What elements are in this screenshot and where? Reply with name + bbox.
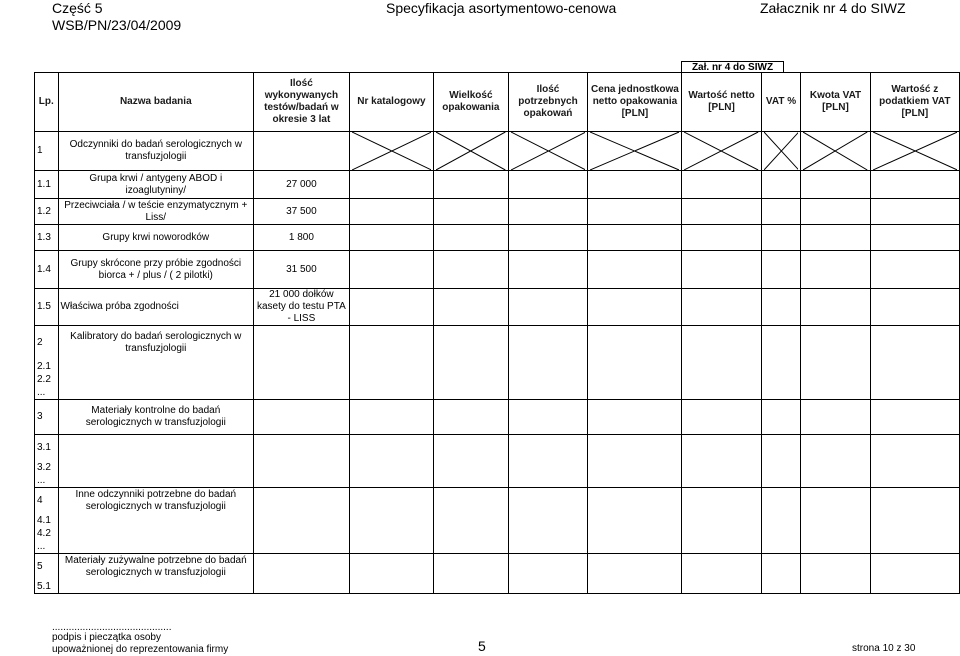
cell-empty: [801, 541, 870, 554]
cell-empty: [870, 326, 959, 361]
cell-empty: [434, 515, 508, 528]
cell-empty: [588, 374, 682, 387]
cell-empty: [349, 435, 434, 462]
row-name: Odczynniki do badań serologicznych w transfuzjologii: [58, 132, 254, 171]
table-row: [35, 475, 960, 488]
cell-empty: [801, 528, 870, 541]
cell-empty: [588, 528, 682, 541]
cell-empty: [761, 435, 801, 462]
cell-empty: [588, 326, 682, 361]
col-net-value-header: Wartość netto [PLN]: [682, 73, 761, 132]
cell-empty: [434, 462, 508, 475]
cell-empty: [761, 475, 801, 488]
row-lp: ...: [35, 475, 59, 488]
cross-out-mark: [801, 132, 870, 171]
row-qty: [254, 581, 350, 594]
table-row: [35, 326, 960, 361]
cell-empty: [508, 488, 588, 515]
cell-empty: [761, 289, 801, 326]
cell-empty: [870, 488, 959, 515]
cell-empty: [349, 326, 434, 361]
row-name: Materiały kontrolne do badań serologicznych w transfuzjologii: [58, 400, 254, 435]
cell-empty: [588, 435, 682, 462]
cell-empty: [761, 541, 801, 554]
cell-empty: [801, 387, 870, 400]
cell-empty: [349, 515, 434, 528]
cell-empty: [588, 475, 682, 488]
table-row: [35, 541, 960, 554]
cell-empty: [588, 225, 682, 251]
cell-empty: [508, 199, 588, 225]
cell-empty: [870, 541, 959, 554]
cell-empty: [349, 488, 434, 515]
table-row: [35, 462, 960, 475]
cell-empty: [870, 581, 959, 594]
cell-empty: [682, 554, 761, 581]
row-lp: 1.1: [35, 171, 59, 199]
cross-out-mark: [588, 132, 682, 171]
table-row: [35, 374, 960, 387]
cell-empty: [434, 528, 508, 541]
cell-empty: [588, 199, 682, 225]
cell-empty: [870, 475, 959, 488]
col-unit-price-header: Cena jednostkowa netto opakowania [PLN]: [588, 73, 682, 132]
cell-empty: [508, 581, 588, 594]
row-qty: [254, 475, 350, 488]
cell-empty: [349, 289, 434, 326]
cell-empty: [870, 199, 959, 225]
row-lp: 2.2: [35, 374, 59, 387]
cell-empty: [801, 488, 870, 515]
row-lp: 2.1: [35, 361, 59, 374]
cell-empty: [761, 462, 801, 475]
cell-empty: [870, 515, 959, 528]
row-name: [58, 475, 254, 488]
row-name: Kalibratory do badań serologicznych w transfuzjologii: [58, 326, 254, 361]
row-qty: [254, 400, 350, 435]
row-qty: [254, 541, 350, 554]
cell-empty: [349, 171, 434, 199]
cell-empty: [801, 361, 870, 374]
row-lp: 3.1: [35, 435, 59, 462]
table-row: [35, 199, 960, 225]
cell-empty: [801, 475, 870, 488]
cell-empty: [682, 581, 761, 594]
row-qty: [254, 528, 350, 541]
cell-empty: [349, 374, 434, 387]
cell-empty: [349, 475, 434, 488]
signature-label-line1: podpis i pieczątka osoby: [52, 632, 161, 643]
cross-out-mark: [349, 132, 434, 171]
cell-empty: [761, 225, 801, 251]
cell-empty: [682, 199, 761, 225]
row-lp: 5.1: [35, 581, 59, 594]
cell-empty: [870, 554, 959, 581]
cell-empty: [349, 528, 434, 541]
cell-empty: [761, 374, 801, 387]
cell-empty: [508, 400, 588, 435]
cell-empty: [349, 400, 434, 435]
table-body: [35, 132, 960, 594]
table-row: [35, 528, 960, 541]
cell-empty: [434, 400, 508, 435]
specification-table: [34, 72, 960, 594]
cell-empty: [508, 374, 588, 387]
cell-empty: [349, 387, 434, 400]
cell-empty: [588, 488, 682, 515]
cell-empty: [434, 326, 508, 361]
cell-empty: [870, 462, 959, 475]
row-lp: 4: [35, 488, 59, 515]
row-qty: 37 500: [254, 199, 350, 225]
cell-empty: [588, 289, 682, 326]
row-name: Właściwa próba zgodności: [58, 289, 254, 326]
row-qty: [254, 554, 350, 581]
cell-empty: [801, 435, 870, 462]
table-row: [35, 289, 960, 326]
col-lp-header: Lp.: [35, 73, 59, 132]
row-qty: 21 000 dołków kasety do testu PTA - LISS: [254, 289, 350, 326]
cell-empty: [508, 435, 588, 462]
cell-empty: [801, 462, 870, 475]
row-name: Inne odczynniki potrzebne do badań serologicznych w transfuzjologii: [58, 488, 254, 515]
cell-empty: [434, 374, 508, 387]
row-lp: 1.5: [35, 289, 59, 326]
cell-empty: [761, 515, 801, 528]
document-part-label: [52, 0, 181, 34]
row-lp: 4.1: [35, 515, 59, 528]
col-packs-header: Ilość potrzebnych opakowań: [508, 73, 588, 132]
cell-empty: [588, 387, 682, 400]
col-qty-header: Ilość wykonywanych testów/badań w okresie 3 lat: [254, 73, 350, 132]
cell-empty: [434, 225, 508, 251]
row-name: Grupa krwi / antygeny ABOD i izoaglutyniny/: [58, 171, 254, 199]
cell-empty: [434, 581, 508, 594]
row-qty: [254, 374, 350, 387]
row-lp: 3.2: [35, 462, 59, 475]
cell-empty: [349, 361, 434, 374]
col-gross-value-header: Wartość z podatkiem VAT [PLN]: [870, 73, 959, 132]
cell-empty: [801, 251, 870, 289]
row-name: [58, 462, 254, 475]
row-lp: ...: [35, 541, 59, 554]
cell-empty: [434, 199, 508, 225]
table-row: [35, 554, 960, 581]
row-name: [58, 581, 254, 594]
cross-out-mark: [434, 132, 508, 171]
row-name: [58, 435, 254, 462]
cell-empty: [682, 400, 761, 435]
cell-empty: [801, 400, 870, 435]
cell-empty: [761, 171, 801, 199]
cell-empty: [434, 554, 508, 581]
row-name: Grupy krwi noworodków: [58, 225, 254, 251]
cell-empty: [349, 225, 434, 251]
cell-empty: [870, 387, 959, 400]
cell-empty: [588, 171, 682, 199]
cell-empty: [349, 554, 434, 581]
row-name: [58, 528, 254, 541]
row-qty: [254, 132, 350, 171]
cell-empty: [508, 515, 588, 528]
cell-empty: [761, 528, 801, 541]
cell-empty: [682, 225, 761, 251]
row-name: [58, 387, 254, 400]
cell-empty: [870, 251, 959, 289]
row-lp: 3: [35, 400, 59, 435]
cell-empty: [682, 289, 761, 326]
cell-empty: [801, 225, 870, 251]
cell-empty: [508, 387, 588, 400]
cell-empty: [349, 199, 434, 225]
cell-empty: [761, 488, 801, 515]
cell-empty: [761, 387, 801, 400]
row-lp: 4.2: [35, 528, 59, 541]
attachment-label: Załacznik nr 4 do SIWZ: [760, 0, 906, 16]
cell-empty: [588, 400, 682, 435]
cell-empty: [588, 541, 682, 554]
cell-empty: [682, 475, 761, 488]
cell-empty: [682, 374, 761, 387]
row-qty: [254, 488, 350, 515]
cell-empty: [870, 435, 959, 462]
cell-empty: [434, 475, 508, 488]
cell-empty: [682, 488, 761, 515]
cell-empty: [434, 387, 508, 400]
cell-empty: [508, 528, 588, 541]
cell-empty: [801, 289, 870, 326]
cell-empty: [761, 326, 801, 361]
page-number: strona 10 z 30: [852, 643, 916, 654]
row-qty: [254, 326, 350, 361]
cell-empty: [508, 475, 588, 488]
table-header-row: [35, 73, 960, 132]
cell-empty: [508, 251, 588, 289]
part-marker: 5: [478, 638, 486, 654]
cell-empty: [434, 289, 508, 326]
row-qty: [254, 435, 350, 462]
cell-empty: [434, 541, 508, 554]
cell-empty: [682, 361, 761, 374]
cell-empty: [508, 225, 588, 251]
cell-empty: [588, 251, 682, 289]
row-name: Grupy skrócone przy próbie zgodności biorca + / plus / ( 2 pilotki): [58, 251, 254, 289]
row-lp: 1.2: [35, 199, 59, 225]
col-catalog-header: Nr katalogowy: [349, 73, 434, 132]
cross-out-mark: [761, 132, 801, 171]
cell-empty: [349, 541, 434, 554]
cell-empty: [508, 326, 588, 361]
row-qty: [254, 462, 350, 475]
cell-empty: [682, 171, 761, 199]
cell-empty: [508, 289, 588, 326]
row-name: [58, 541, 254, 554]
cell-empty: [508, 361, 588, 374]
cell-empty: [761, 251, 801, 289]
row-qty: [254, 361, 350, 374]
row-lp: 2: [35, 326, 59, 361]
cell-empty: [761, 554, 801, 581]
cell-empty: [870, 400, 959, 435]
cell-empty: [801, 554, 870, 581]
cell-empty: [349, 581, 434, 594]
table-row: [35, 225, 960, 251]
cell-empty: [761, 400, 801, 435]
cell-empty: [870, 289, 959, 326]
signature-dots: ...........................................: [52, 622, 172, 633]
row-lp: ...: [35, 387, 59, 400]
case-number: WSB/PN/23/04/2009: [52, 17, 182, 33]
row-name: [58, 361, 254, 374]
row-qty: [254, 515, 350, 528]
cell-empty: [434, 361, 508, 374]
row-lp: 5: [35, 554, 59, 581]
cell-empty: [761, 361, 801, 374]
cell-empty: [682, 326, 761, 361]
table-row: [35, 251, 960, 289]
row-name: Przeciwciała / w teście enzymatycznym + Liss/: [58, 199, 254, 225]
cell-empty: [588, 515, 682, 528]
row-name: [58, 374, 254, 387]
cell-empty: [434, 171, 508, 199]
cell-empty: [870, 528, 959, 541]
row-qty: 31 500: [254, 251, 350, 289]
cell-empty: [588, 581, 682, 594]
cell-empty: [682, 515, 761, 528]
row-name: [58, 515, 254, 528]
cell-empty: [349, 251, 434, 289]
cell-empty: [870, 374, 959, 387]
cell-empty: [508, 171, 588, 199]
cell-empty: [801, 326, 870, 361]
cell-empty: [682, 387, 761, 400]
table-row: [35, 132, 960, 171]
table-row: [35, 515, 960, 528]
cross-out-mark: [870, 132, 959, 171]
cell-empty: [682, 541, 761, 554]
cell-empty: [508, 554, 588, 581]
table-row: [35, 400, 960, 435]
col-vat-pct-header: VAT %: [761, 73, 801, 132]
cell-empty: [434, 251, 508, 289]
signature-label-line2: upoważnionej do reprezentowania firmy: [52, 644, 229, 655]
table-row: [35, 581, 960, 594]
cross-out-mark: [508, 132, 588, 171]
cell-empty: [801, 171, 870, 199]
document-title: Specyfikacja asortymentowo-cenowa: [386, 0, 617, 16]
col-vat-amount-header: Kwota VAT [PLN]: [801, 73, 870, 132]
row-lp: 1: [35, 132, 59, 171]
cross-out-mark: [682, 132, 761, 171]
row-qty: [254, 387, 350, 400]
cell-empty: [682, 435, 761, 462]
col-name-header: Nazwa badania: [58, 73, 254, 132]
cell-empty: [682, 251, 761, 289]
table-row: [35, 435, 960, 462]
cell-empty: [801, 374, 870, 387]
cell-empty: [588, 361, 682, 374]
cell-empty: [682, 528, 761, 541]
cell-empty: [588, 554, 682, 581]
table-row: [35, 171, 960, 199]
table-row: [35, 361, 960, 374]
cell-empty: [761, 199, 801, 225]
cell-empty: [870, 171, 959, 199]
cell-empty: [801, 199, 870, 225]
row-lp: 1.3: [35, 225, 59, 251]
attachment-box: Zał. nr 4 do SIWZ: [681, 61, 784, 73]
cell-empty: [508, 541, 588, 554]
col-size-header: Wielkość opakowania: [434, 73, 508, 132]
row-qty: 1 800: [254, 225, 350, 251]
table-row: [35, 488, 960, 515]
cell-empty: [349, 462, 434, 475]
cell-empty: [870, 225, 959, 251]
cell-empty: [588, 462, 682, 475]
cell-empty: [508, 462, 588, 475]
cell-empty: [682, 462, 761, 475]
cell-empty: [801, 581, 870, 594]
part-number: Część 5: [52, 0, 103, 16]
table-row: [35, 387, 960, 400]
cell-empty: [870, 361, 959, 374]
row-qty: 27 000: [254, 171, 350, 199]
row-name: Materiały zużywalne potrzebne do badań serologicznych w transfuzjologii: [58, 554, 254, 581]
cell-empty: [434, 488, 508, 515]
row-lp: 1.4: [35, 251, 59, 289]
cell-empty: [801, 515, 870, 528]
cell-empty: [761, 581, 801, 594]
cell-empty: [434, 435, 508, 462]
